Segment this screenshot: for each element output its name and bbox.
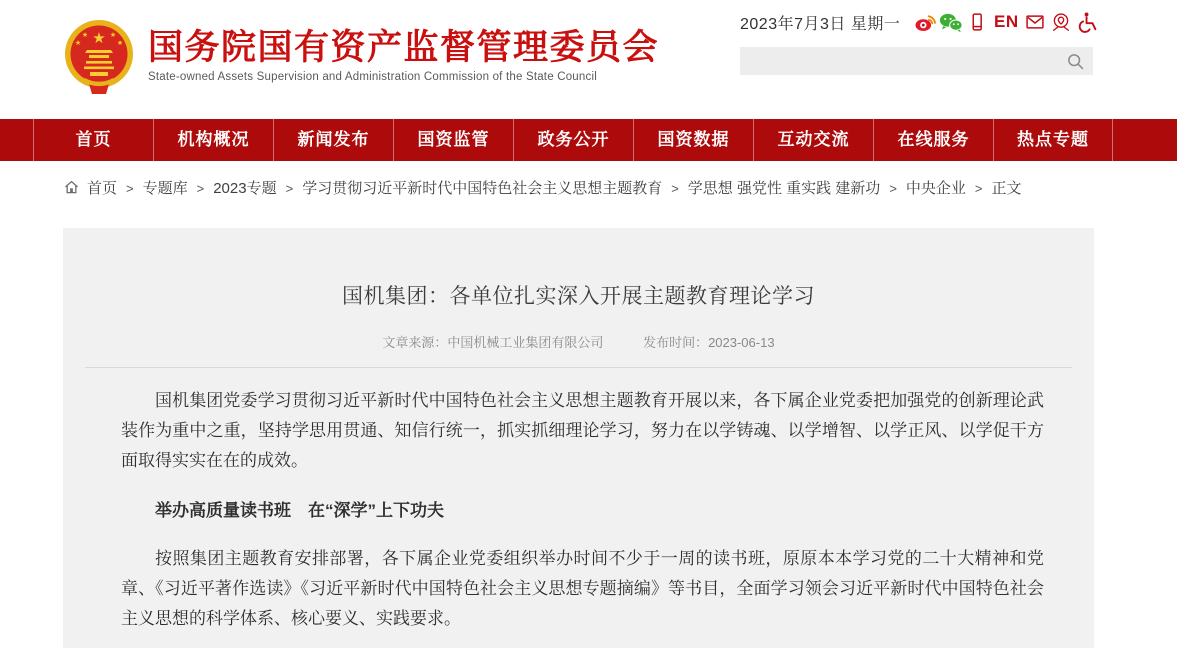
- breadcrumb-link[interactable]: 首页: [87, 180, 118, 197]
- search-box: [740, 47, 1093, 75]
- breadcrumb-separator: >: [285, 181, 294, 196]
- svg-text:★: ★: [92, 30, 106, 47]
- article-paragraph: 举办高质量读书班 在“深学”上下功夫: [155, 501, 444, 520]
- nav-item[interactable]: 国资监管: [393, 119, 513, 161]
- breadcrumb-link[interactable]: 中央企业: [905, 180, 966, 197]
- article-paragraph: 按照集团主题教育安排部署，各下属企业党委组织举办时间不少于一周的读书班，原原本本学习党的二十大精神和党章、《习近平著作选读》《习近平新时代中国特色社会主义思想专题摘编》等书目，全面学习领会习近平新时代中国特色社会主义思想的科学体系、核心要义、实践要求。: [121, 549, 1044, 628]
- breadcrumb-link[interactable]: 正文: [991, 180, 1022, 197]
- nav-item[interactable]: 政务公开: [513, 119, 633, 161]
- svg-text:★: ★: [109, 32, 117, 39]
- site-header: [0, 0, 1177, 119]
- breadcrumb-separator: >: [671, 181, 679, 196]
- svg-text:★: ★: [74, 40, 82, 47]
- svg-text:★: ★: [116, 40, 124, 47]
- breadcrumb: [63, 176, 1095, 202]
- breadcrumb-link[interactable]: 学习贯彻习近平新时代中国特色社会主义思想主题教育: [302, 180, 663, 197]
- article-source: 文章来源：中国机械工业集团有限公司: [382, 335, 604, 350]
- main-nav: [0, 119, 1177, 161]
- nav-item[interactable]: 国资数据: [633, 119, 753, 161]
- breadcrumb-items: [87, 180, 1022, 197]
- article-panel: [63, 228, 1094, 648]
- article-paragraph: 国机集团党委学习贯彻习近平新时代中国特色社会主义思想主题教育开展以来，各下属企业党委把加强党的创新理论武装作为重中之重，坚持学思用贯通、知信行统一，抓实抓细理论学习，努力在以学铸魂、以学增智、以学正风、以学促干方面取得实实在在的成效。: [121, 391, 1044, 470]
- nav-item[interactable]: 新闻发布: [273, 119, 393, 161]
- breadcrumb-link[interactable]: 学思想 强党性 重实践 建新功: [687, 180, 881, 197]
- postmark-icon[interactable]: [1048, 10, 1074, 34]
- nav-item[interactable]: 在线服务: [873, 119, 993, 161]
- breadcrumb-separator: >: [974, 181, 983, 196]
- article-publish-time: 发布时间：2023-06-13: [643, 335, 775, 350]
- breadcrumb-separator: >: [196, 181, 205, 196]
- weibo-icon[interactable]: [912, 10, 938, 34]
- nav-item[interactable]: 机构概况: [153, 119, 273, 161]
- nav-item[interactable]: 首页: [33, 119, 153, 161]
- accessibility-icon[interactable]: [1074, 10, 1100, 34]
- national-emblem-logo: [60, 18, 138, 98]
- nav-item[interactable]: 互动交流: [753, 119, 873, 161]
- site-title: 国务院国有资产监督管理委员会: [148, 28, 660, 67]
- breadcrumb-separator: >: [126, 181, 134, 196]
- breadcrumb-link[interactable]: 2023专题: [213, 180, 277, 197]
- site-logo-link[interactable]: [60, 18, 659, 98]
- breadcrumb-link[interactable]: 专题库: [142, 180, 188, 197]
- meta-divider: [85, 367, 1072, 368]
- site-subtitle: State-owned Assets Supervision and Administration Commission of the State Council: [148, 71, 597, 83]
- wechat-icon[interactable]: [938, 10, 964, 34]
- lang-en-link[interactable]: EN: [994, 12, 1019, 31]
- nav-item[interactable]: 热点专题: [993, 119, 1113, 161]
- mobile-icon[interactable]: [964, 10, 990, 34]
- article-body: [121, 386, 1044, 634]
- article-title: 国机集团：各单位扎实深入开展主题教育理论学习: [342, 285, 815, 308]
- header-utilities: [740, 10, 1093, 75]
- article-meta: [63, 332, 1094, 351]
- breadcrumb-separator: >: [889, 181, 897, 196]
- svg-text:★: ★: [81, 32, 89, 39]
- current-date: 2023年7月3日 星期一: [740, 15, 901, 33]
- mail-icon[interactable]: [1022, 10, 1048, 34]
- search-input[interactable]: [740, 47, 1057, 75]
- search-icon[interactable]: [1057, 47, 1093, 75]
- home-icon: [63, 179, 80, 195]
